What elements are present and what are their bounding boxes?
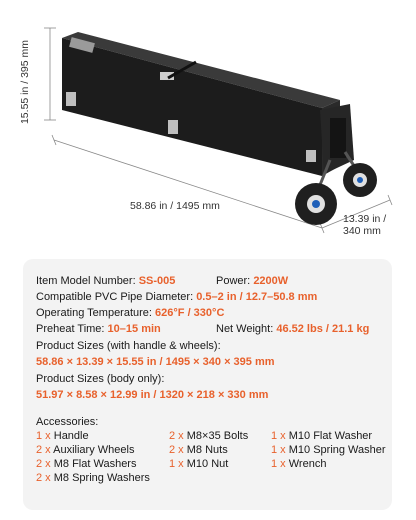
- accessory-item: 1 x Wrench: [271, 458, 327, 470]
- spec-size-full-label: Product Sizes (with handle & wheels):: [36, 340, 221, 352]
- spec-temperature: Operating Temperature: 626°F / 330°C: [36, 307, 225, 319]
- accessory-item: 1 x Handle: [36, 430, 89, 442]
- spec-size-body-value: 51.97 × 8.58 × 12.99 in / 1320 × 218 × 330 mm: [36, 389, 269, 401]
- accessory-item: 2 x M8 Nuts: [169, 444, 228, 456]
- spec-power: Power: 2200W: [216, 275, 289, 287]
- accessory-item: 2 x M8 Spring Washers: [36, 472, 150, 484]
- width-dimension-mm: 340 mm: [343, 225, 381, 237]
- spec-card: [23, 259, 392, 510]
- spec-diameter: Compatible PVC Pipe Diameter: 0.5–2 in / 12.7–50.8 mm: [36, 291, 318, 303]
- accessory-item: 1 x M10 Spring Washer: [271, 444, 386, 456]
- accessory-item: 1 x M10 Nut: [169, 458, 229, 470]
- accessory-item: 2 x Auxiliary Wheels: [36, 444, 135, 456]
- spec-size-body-label: Product Sizes (body only):: [36, 373, 165, 385]
- spec-weight: Net Weight: 46.52 lbs / 21.1 kg: [216, 323, 370, 335]
- height-dimension: 15.55 in / 395 mm: [19, 39, 31, 125]
- length-dimension: 58.86 in / 1495 mm: [130, 200, 220, 212]
- spec-size-full-value: 58.86 × 13.39 × 15.55 in / 1495 × 340 × 395 mm: [36, 356, 275, 368]
- width-dimension-in: 13.39 in /: [343, 213, 387, 225]
- spec-model: Item Model Number: SS-005: [36, 275, 176, 287]
- product-illustration: [0, 0, 416, 255]
- spec-preheat: Preheat Time: 10–15 min: [36, 323, 161, 335]
- accessory-item: 2 x M8×35 Bolts: [169, 430, 249, 442]
- width-dimension: [343, 213, 386, 237]
- accessories-title: Accessories:: [36, 416, 99, 428]
- accessory-item: 2 x M8 Flat Washers: [36, 458, 137, 470]
- accessory-item: 1 x M10 Flat Washer: [271, 430, 373, 442]
